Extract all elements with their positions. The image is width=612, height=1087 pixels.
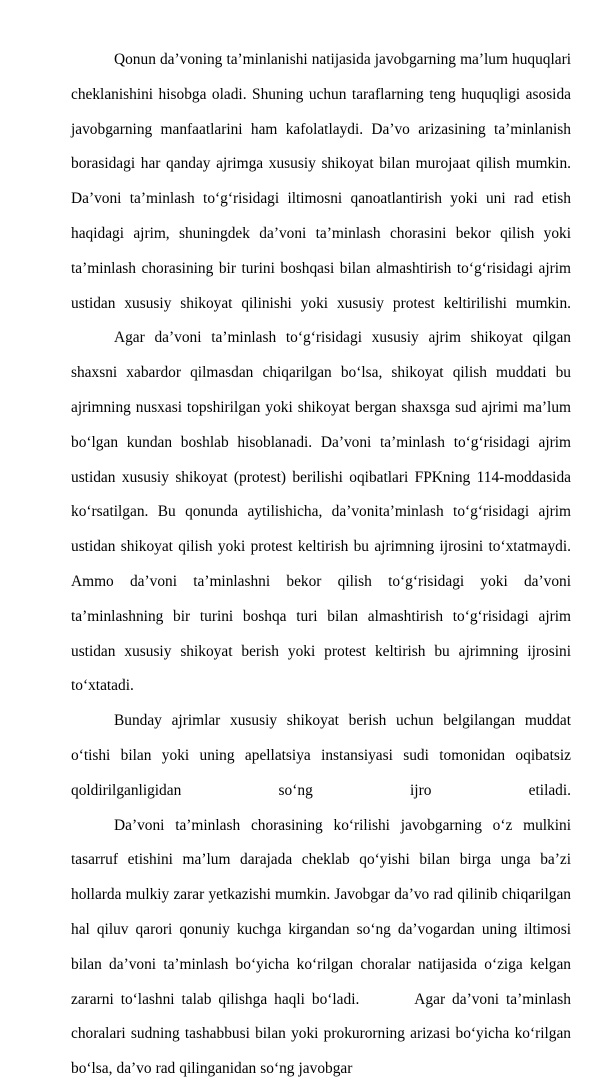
paragraph-1: Qonun da’voning ta’minlanishi natijasida javobgarning ma’lum huquqlari cheklanishini hisobga oladi. Shuning uchun taraflarning teng huquqligi asosida javobgarning manfaatlarini ham kafolatlaydi. Da’vo arizasining ta’minlanish borasidagi har qanday ajrimga xususiy shikoyat bilan murojaat qilish mumkin. Da’voni ta’minlash to‘g‘risidagi iltimosni qanoatlantirish yoki uni rad etish haqidagi ajrim, shuningdek da’voni ta’minlash chorasini bekor qilish yoki ta’minlash chorasining bir turini boshqasi bilan almashtirish to‘g‘risidagi ajrim ustidan xususiy shikoyat qilinishi yoki xususiy protest keltirilishi mumkin. <box>71 51 571 312</box>
paragraph-4-and-5 <box>71 809 571 1087</box>
paragraph-3: Bunday ajrimlar xususiy shikoyat berish uchun belgilangan muddat o‘tishi bilan yoki uning apellatsiya instansiyasi sudi tomonidan oqibatsiz qoldirilganligidan so‘ng ijro etiladi. <box>71 712 571 799</box>
paragraph-5-text: Agar da’voni ta’minlash choralari sudning tashabbusi bilan yoki prokurorning arizasi bo‘yicha ko‘rilgan bo‘lsa, da’vo rad qilinganidan so‘ng javobgar <box>71 990 571 1078</box>
paragraph-4-text: Da’voni ta’minlash chorasining ko‘rilishi javobgarning o‘z mulkini tasarruf etishini ma’lum darajada cheklab qo‘yishi bilan birga unga ba’zi hollarda mulkiy zarar yetkazishi mumkin. Javobgar da’vo rad qilinib chiqarilgan hal qiluv qarori qonuniy kuchga kirgandan so‘ng da’vogardan uning iltimosi bilan da’voni ta’minlash bo‘yicha ko‘rilgan choralar natijasida o‘ziga kelgan zararni to‘lashni talab qilishga haqli bo‘ladi. <box>71 816 571 1008</box>
document-text-body <box>71 43 571 1087</box>
inline-paragraph-gap <box>359 991 414 1008</box>
paragraph-2: Agar da’voni ta’minlash to‘g‘risidagi xususiy ajrim shikoyat qilgan shaxsni xabardor qilmasdan chiqarilgan bo‘lsa, shikoyat qilish muddati bu ajrimning nusxasi topshirilgan yoki shikoyat bergan shaxsga sud ajrimi ma’lum bo‘lgan kundan boshlab hisoblanadi. Da’voni ta’minlash to‘g‘risidagi ajrim ustidan xususiy shikoyat (protest) berilishi oqibatlari FPKning 114-moddasida ko‘rsatilgan. Bu qonunda aytilishicha, da’vonita’minlash to‘g‘risidagi ajrim ustidan shikoyat qilish yoki protest keltirish bu ajrimning ijrosini to‘xtatmaydi. Ammo da’voni ta’minlashni bekor qilish to‘g‘risidagi yoki da’voni ta’minlashning bir turini boshqa turi bilan almashtirish to‘g‘risidagi ajrim ustidan xususiy shikoyat berish yoki protest keltirish bu ajrimning ijrosini to‘xtatadi. <box>71 329 571 695</box>
